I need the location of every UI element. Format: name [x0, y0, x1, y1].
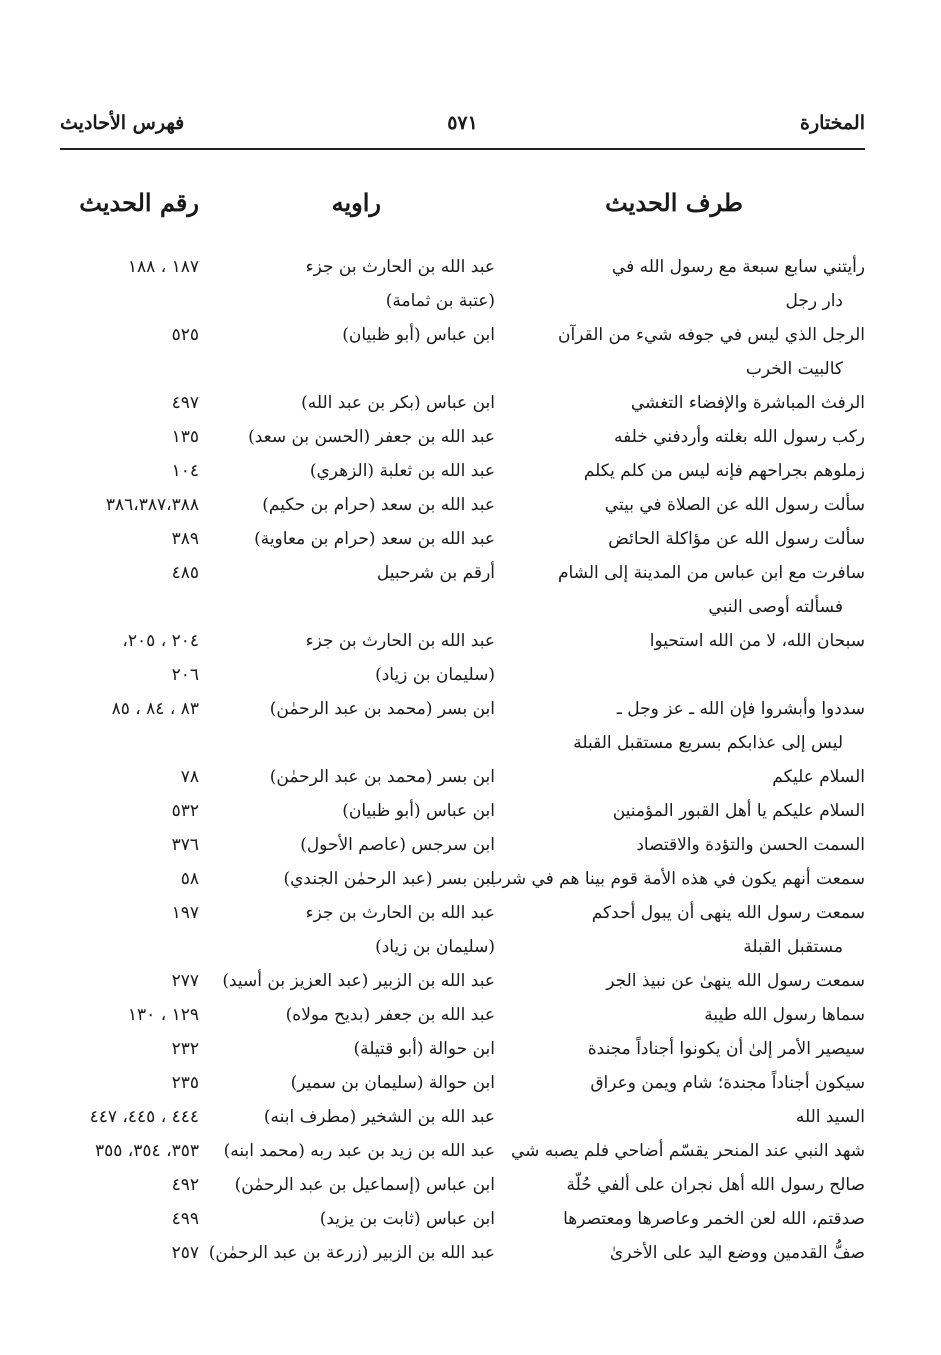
rawi-text	[224, 1134, 495, 1168]
hadith-text	[631, 386, 865, 420]
rawi-text-line: عبد الله بن الحارث بن جزء	[305, 631, 495, 651]
hadith-number	[172, 1168, 199, 1202]
table-row	[0, 1168, 941, 1202]
hadith-number-line: ٢٠٦	[171, 665, 199, 685]
rawi-text-line: ابن حوالة (أبو قتيلة)	[353, 1039, 495, 1059]
hadith-text-line: ركب رسول الله بغلته وأردفني خلفه	[613, 427, 865, 447]
hadith-text-line: زملوهم بجراحهم فإنه ليس من كلم يكلم	[583, 461, 865, 481]
hadith-number	[181, 760, 199, 794]
hadith-text-line: سيصير الأمر إلىٰ أن يكونوا أجناداً مجندة	[587, 1039, 865, 1059]
page-header	[60, 112, 865, 146]
hadith-number-line: ٧٨	[180, 767, 199, 787]
rawi-text	[301, 386, 495, 420]
rawi-text	[353, 1032, 495, 1066]
rawi-text	[310, 454, 495, 488]
hadith-number-line: ١٣٥	[171, 427, 199, 447]
table-row	[0, 488, 941, 522]
column-header-rawi: راويه	[331, 188, 381, 217]
hadith-text	[772, 760, 865, 794]
hadith-text-line: سألت رسول الله عن مؤاكلة الحائض	[608, 529, 865, 549]
hadith-number-line: ١٨٧ ، ١٨٨	[127, 257, 199, 277]
hadith-number-line: ٥٢٥	[171, 325, 199, 345]
table-row	[0, 556, 941, 624]
rawi-text-line: عبد الله بن ثعلبة (الزهري)	[309, 461, 495, 481]
hadith-number-line: ٣٥٣، ٣٥٤، ٣٥٥	[95, 1141, 199, 1161]
table-row	[0, 794, 941, 828]
rawi-text-line: (سليمان بن زياد)	[375, 665, 495, 685]
hadith-number	[128, 998, 199, 1032]
hadith-text-line: فسألته أوصى النبي	[708, 597, 843, 617]
rawi-text	[209, 1236, 495, 1270]
hadith-text	[650, 624, 865, 692]
hadith-number	[172, 556, 199, 590]
hadith-number	[172, 964, 199, 998]
hadith-text-line: الرفث المباشرة والإفضاء التغشي	[630, 393, 865, 413]
hadith-text-line: سمعت أنهم يكون في هذه الأمة قوم بينا هم في شرب	[486, 869, 865, 889]
hadith-text-line: السيد الله	[795, 1107, 865, 1127]
rawi-text-line: عبد الله بن جعفر (الحسن بن سعد)	[248, 427, 495, 447]
hadith-number-line: ١٢٩ ، ١٣٠	[127, 1005, 199, 1025]
hadith-number-line: ٤٩٧	[171, 393, 199, 413]
hadith-number	[112, 692, 199, 726]
hadith-text-line: رأيتني سابع سبعة مع رسول الله في	[611, 257, 865, 277]
hadith-text	[704, 998, 865, 1032]
rawi-text-line: عبد الله بن الحارث بن جزء	[305, 257, 495, 277]
rawi-text-line: ابن حوالة (سليمان بن سمير)	[290, 1073, 495, 1093]
hadith-number-line: ٢٠٤ ، ٢٠٥،	[122, 631, 199, 651]
table-row	[0, 1100, 941, 1134]
rawi-text	[291, 1066, 495, 1100]
page-number: ٥٧١	[447, 112, 478, 134]
hadith-text	[486, 862, 865, 896]
hadith-text-line: السمت الحسن والتؤدة والاقتصاد	[636, 835, 865, 855]
hadith-text-line: سددوا وأبشروا فإن الله ـ عز وجل ـ	[616, 699, 865, 719]
hadith-text	[584, 454, 865, 488]
hadith-number-line: ١٠٤	[171, 461, 199, 481]
header-rule	[60, 148, 865, 150]
hadith-number	[172, 1032, 199, 1066]
hadith-number	[172, 318, 199, 352]
hadith-text	[590, 1066, 865, 1100]
rawi-text	[270, 760, 495, 794]
rawi-text-line: عبد الله بن جعفر (بديح مولاه)	[285, 1005, 495, 1025]
rawi-text-line: عبد الله بن الزبير (زرعة بن عبد الرحمٰن)	[208, 1243, 495, 1263]
hadith-number-line: ٤٩٩	[171, 1209, 199, 1229]
rawi-text	[342, 794, 495, 828]
hadith-number-line: ٤٤٤ ، ٤٤٥، ٤٤٧	[89, 1107, 199, 1127]
hadith-text-line: سمعت رسول الله ينهى أن يبول أحدكم	[591, 903, 865, 923]
hadith-number	[172, 420, 199, 454]
rawi-text	[300, 828, 495, 862]
hadith-text	[796, 1100, 865, 1134]
index-table	[0, 250, 941, 1270]
hadith-text	[558, 318, 865, 386]
hadith-text-line: الرجل الذي ليس في جوفه شيء من القرآن	[558, 325, 865, 345]
hadith-number	[172, 828, 199, 862]
rawi-text-line: عبد الله بن سعد (حرام بن حكيم)	[262, 495, 495, 515]
rawi-text-line: عبد الله بن الزبير (عبد العزيز بن أسيد)	[222, 971, 495, 991]
hadith-text	[566, 1168, 865, 1202]
rawi-text	[320, 1202, 495, 1236]
hadith-text-line: سبحان الله، لا من الله استحيوا	[649, 631, 865, 651]
hadith-text	[606, 964, 865, 998]
table-row	[0, 692, 941, 760]
table-row	[0, 828, 941, 862]
hadith-number-line: ٨٣ ، ٨٤ ، ٨٥	[111, 699, 199, 719]
hadith-number-line: ٢٧٧	[171, 971, 199, 991]
hadith-text-line	[650, 658, 865, 692]
rawi-text	[270, 692, 495, 726]
rawi-text-line: ابن عباس (أبو ظبيان)	[342, 801, 495, 821]
hadith-text	[608, 522, 865, 556]
hadith-text	[511, 1134, 865, 1168]
table-row	[0, 522, 941, 556]
rawi-text-line: ابن عباس (بكر بن عبد الله)	[301, 393, 495, 413]
hadith-text-line: سافرت مع ابن عباس من المدينة إلى الشام	[557, 563, 865, 583]
hadith-number	[172, 1066, 199, 1100]
hadith-number-line: ٢٥٧	[171, 1243, 199, 1263]
rawi-text	[262, 488, 495, 522]
rawi-text-line: عبد الله بن الحارث بن جزء	[305, 903, 495, 923]
hadith-number-line: ٤٨٥	[171, 563, 199, 583]
rawi-text-line: ابن سرجس (عاصم الأحول)	[300, 835, 495, 855]
hadith-text-line: سألت رسول الله عن الصلاة في بيتي	[604, 495, 865, 515]
column-header-number: رقم الحديث	[79, 188, 199, 217]
rawi-text-line: ابن عباس (إسماعيل بن عبد الرحمٰن)	[234, 1175, 495, 1195]
book-title: المختارة	[800, 112, 865, 134]
rawi-text-line: (عتبة بن ثمامة)	[385, 291, 495, 311]
rawi-text-line: ابن بسر (عبد الرحمٰن الجندي)	[283, 869, 495, 889]
hadith-text-line: السلام عليكم يا أهل القبور المؤمنين	[612, 801, 865, 821]
hadith-text	[636, 828, 865, 862]
hadith-text	[613, 794, 865, 828]
hadith-text	[573, 692, 865, 760]
hadith-number	[95, 1134, 199, 1168]
hadith-text	[614, 420, 865, 454]
rawi-text	[377, 556, 495, 590]
hadith-number-line: ١٩٧	[171, 903, 199, 923]
hadith-number-line: ٣٨٩	[171, 529, 199, 549]
rawi-text-line: عبد الله بن سعد (حرام بن معاوية)	[254, 529, 495, 549]
rawi-text	[306, 896, 495, 964]
table-row	[0, 1134, 941, 1168]
hadith-number	[172, 386, 199, 420]
rawi-text-line: (سليمان بن زياد)	[375, 937, 495, 957]
table-row	[0, 760, 941, 794]
hadith-text-line: دار رجل	[785, 291, 843, 311]
section-title: فهرس الأحاديث	[60, 112, 185, 134]
hadith-number	[128, 250, 199, 284]
hadith-number	[172, 794, 199, 828]
table-row	[0, 964, 941, 998]
table-row	[0, 386, 941, 420]
rawi-text	[254, 522, 495, 556]
hadith-number	[172, 1236, 199, 1270]
rawi-text	[248, 420, 495, 454]
hadith-text	[558, 556, 865, 624]
hadith-number-line: ٢٣٢	[171, 1039, 199, 1059]
table-row	[0, 896, 941, 964]
hadith-text-line: شهد النبي عند المنحر يقسّم أضاحي فلم يصبه شي	[510, 1141, 865, 1161]
hadith-text-line: سماها رسول الله طيبة	[704, 1005, 865, 1025]
hadith-text-line: مستقبل القبلة	[743, 937, 843, 957]
hadith-text	[588, 1032, 865, 1066]
hadith-number-line: ٣٧٦	[171, 835, 199, 855]
hadith-text-line: صالح رسول الله أهل نجران على ألفي حُلّة	[566, 1175, 865, 1195]
table-row	[0, 454, 941, 488]
hadith-number	[122, 624, 199, 692]
hadith-number	[181, 862, 199, 896]
hadith-text-line: السلام عليكم	[772, 767, 865, 787]
hadith-number-line: ٢٣٥	[171, 1073, 199, 1093]
hadith-text	[612, 250, 865, 318]
hadith-number	[172, 454, 199, 488]
rawi-text-line: أرقم بن شرحبيل	[376, 563, 495, 583]
hadith-text-line: صدقتم، الله لعن الخمر وعاصرها ومعتصرها	[563, 1209, 865, 1229]
hadith-number-line: ٥٨	[180, 869, 199, 889]
table-row	[0, 998, 941, 1032]
hadith-number	[106, 488, 199, 522]
table-row	[0, 1202, 941, 1236]
hadith-text	[610, 1236, 865, 1270]
hadith-text-line: ليس إلى عذابكم بسريع مستقبل القبلة	[573, 733, 843, 753]
rawi-text	[306, 624, 495, 692]
rawi-text	[342, 318, 495, 352]
hadith-text-line: سيكون أجناداً مجندة؛ شام ويمن وعراق	[590, 1073, 865, 1093]
hadith-number-line: ٥٣٢	[171, 801, 199, 821]
hadith-text	[563, 1202, 865, 1236]
table-row	[0, 420, 941, 454]
rawi-text-line: ابن عباس (ثابت بن يزيد)	[319, 1209, 495, 1229]
hadith-text-line: سمعت رسول الله ينهىٰ عن نبيذ الجر	[606, 971, 865, 991]
rawi-text	[235, 1168, 495, 1202]
rawi-text	[283, 862, 495, 896]
hadith-text-line: صفُّ القدمين ووضع اليد على الأخرىٰ	[609, 1243, 865, 1263]
rawi-text	[286, 998, 495, 1032]
rawi-text-line: ابن بسر (محمد بن عبد الرحمٰن)	[269, 767, 495, 787]
hadith-number	[172, 896, 199, 930]
rawi-text	[306, 250, 495, 318]
table-row	[0, 1032, 941, 1066]
rawi-text	[264, 1100, 495, 1134]
table-row	[0, 1236, 941, 1270]
column-header-hadith: طرف الحديث	[605, 188, 743, 217]
hadith-number	[172, 1202, 199, 1236]
hadith-number	[172, 522, 199, 556]
rawi-text-line: ابن بسر (محمد بن عبد الرحمٰن)	[269, 699, 495, 719]
rawi-text-line: عبد الله بن الشخير (مطرف ابنه)	[263, 1107, 495, 1127]
table-row	[0, 250, 941, 318]
rawi-text	[222, 964, 495, 998]
rawi-text-line: ابن عباس (أبو ظبيان)	[342, 325, 495, 345]
hadith-text	[592, 896, 865, 964]
hadith-number-line: ٣٨٦،٣٨٧،٣٨٨	[105, 495, 199, 515]
table-row	[0, 624, 941, 692]
hadith-number-line: ٤٩٢	[171, 1175, 199, 1195]
hadith-number	[90, 1100, 199, 1134]
hadith-text	[605, 488, 865, 522]
table-row	[0, 318, 941, 386]
table-row	[0, 1066, 941, 1100]
table-row	[0, 862, 941, 896]
hadith-text-line: كالبيت الخرب	[745, 359, 843, 379]
rawi-text-line: عبد الله بن زيد بن عبد ربه (محمد ابنه)	[223, 1141, 495, 1161]
